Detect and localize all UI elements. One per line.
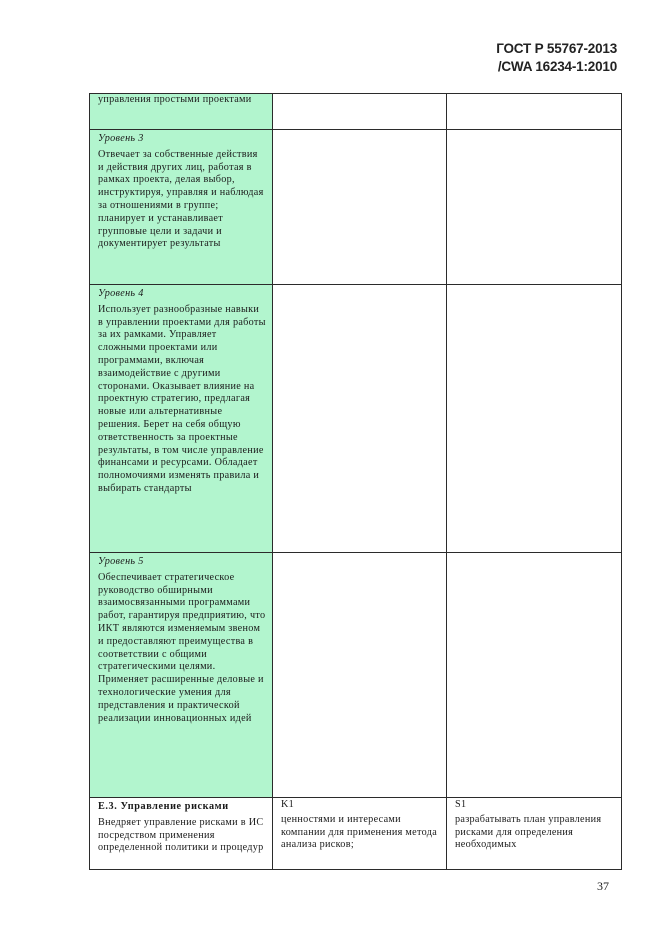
skill-cell [447, 94, 622, 130]
level-title: Уровень 5 [98, 556, 144, 567]
competence-description: Внедряет управление рисками в ИС посредством применения определенной политики и процедур [98, 816, 264, 854]
table-row [90, 130, 622, 285]
skill-cell [447, 798, 622, 870]
skill-cell [447, 285, 622, 553]
level-cell [90, 130, 273, 285]
skill-text: разрабатывать план управления рисками для определения необходимых [455, 813, 602, 851]
competence-title: Е.3. Управление рисками [98, 801, 229, 812]
knowledge-text: ценностями и интересами компании для применения метода анализа рисков; [281, 813, 438, 851]
standard-code-cwa: /CWA 16234-1:2010 [497, 59, 617, 74]
level-description: Обеспечивает стратегическое руководство обширными взаимосвязанными программами работ, гарантируя предприятию, что ИКТ являются изменяемым звеном и предоставляют преимущества в соответствии с общими стратегическими целями. Применяет расширенные деловые и технологические умения для представления и практической реализации инновационных идей [98, 571, 266, 724]
knowledge-cell [273, 798, 447, 870]
level-description: Отвечает за собственные действия и действия других лиц, работая в рамках проекта, делая выбор, инструктируя, управляя и наблюдая за отношениями в группе; планирует и устанавливает групповые цели и задачи и документирует результаты [98, 148, 264, 250]
level-cell [90, 94, 273, 130]
table-row [90, 798, 622, 870]
knowledge-code: K1 [281, 799, 295, 810]
level-description: Использует разнообразные навыки в управлении проектами для работы за их рамками. Управляет сложными проектами или программами, включая взаимодействие с другими сторонами. Оказывает влияние на проектную стратегию, предлагая новые или альтернативные решения. Берет на себя общую ответственность за проектные результаты, в том числе управление финансами и ресурсами. Обладает полномочиями изменять правила и выбирать стандарты [98, 303, 266, 494]
level-title: Уровень 3 [98, 133, 144, 144]
competence-cell [90, 798, 273, 870]
skill-cell [447, 130, 622, 285]
standard-code: ГОСТ Р 55767-2013 [496, 41, 617, 56]
skill-cell [447, 553, 622, 798]
skill-code: S1 [455, 799, 467, 810]
level-description: управления простыми проектами [98, 94, 252, 105]
knowledge-cell [273, 94, 447, 130]
knowledge-cell [273, 553, 447, 798]
table-row [90, 285, 622, 553]
level-cell [90, 285, 273, 553]
level-cell [90, 553, 273, 798]
table-row [90, 553, 622, 798]
document-header [496, 40, 617, 76]
knowledge-cell [273, 285, 447, 553]
knowledge-cell [273, 130, 447, 285]
competence-table [89, 93, 622, 870]
page-number: 37 [597, 879, 609, 893]
table-row [90, 94, 622, 130]
level-title: Уровень 4 [98, 288, 144, 299]
